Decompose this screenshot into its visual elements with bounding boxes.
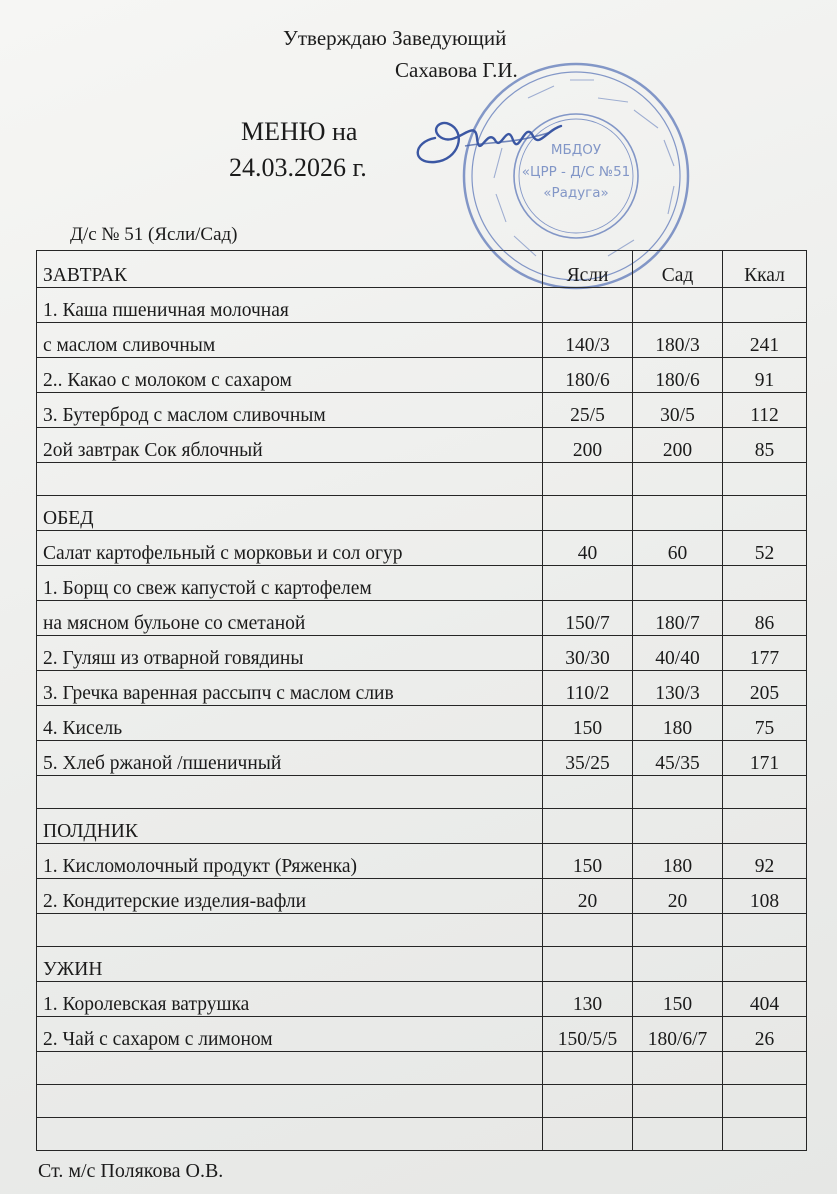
menu-item-row (37, 358, 807, 393)
section-header-row (37, 809, 807, 844)
kindergarten-portion (633, 1118, 723, 1151)
kindergarten-portion: 180/7 (633, 601, 723, 636)
nursery-portion: 150 (543, 706, 633, 741)
menu-item-row (37, 566, 807, 601)
kindergarten-portion: 180 (633, 844, 723, 879)
dish-name: 1. Кисломолочный продукт (Ряженка) (37, 844, 543, 879)
empty-cell (633, 809, 723, 844)
svg-text:«ЦРР - Д/С №51: «ЦРР - Д/С №51 (521, 164, 631, 180)
menu-item-row (37, 671, 807, 706)
institution-label: Д/с № 51 (Ясли/Сад) (70, 224, 238, 245)
dish-name: 3. Гречка варенная рассыпч с маслом слив (37, 671, 543, 706)
dish-name (37, 1052, 543, 1085)
kindergarten-portion: 180 (633, 706, 723, 741)
empty-cell (633, 496, 723, 531)
dish-name (37, 1118, 543, 1151)
menu-item-row (37, 636, 807, 671)
calories-value (723, 1052, 807, 1085)
nursery-portion (543, 1118, 633, 1151)
nursery-portion (543, 463, 633, 496)
nursery-portion: 150/7 (543, 601, 633, 636)
kindergarten-portion (633, 914, 723, 947)
kindergarten-portion: 200 (633, 428, 723, 463)
dish-name: 1. Королевская ватрушка (37, 982, 543, 1017)
menu-item-row (37, 288, 807, 323)
nursery-portion (543, 566, 633, 601)
empty-row (37, 1118, 807, 1151)
nursery-portion: 140/3 (543, 323, 633, 358)
dish-name: Салат картофельный с морковьи и сол огур (37, 531, 543, 566)
calories-value: 85 (723, 428, 807, 463)
calories-value: 205 (723, 671, 807, 706)
calories-value: 52 (723, 531, 807, 566)
nursery-portion (543, 914, 633, 947)
empty-cell (723, 809, 807, 844)
nursery-portion: 40 (543, 531, 633, 566)
kindergarten-portion: 180/6/7 (633, 1017, 723, 1052)
nursery-portion (543, 1085, 633, 1118)
section-header-row (37, 251, 807, 288)
kindergarten-portion: 40/40 (633, 636, 723, 671)
dish-name (37, 914, 543, 947)
menu-item-row (37, 741, 807, 776)
kindergarten-portion: 180/3 (633, 323, 723, 358)
calories-value: 86 (723, 601, 807, 636)
dish-name: 1. Борщ со свеж капустой с картофелем (37, 566, 543, 601)
menu-item-row (37, 706, 807, 741)
dish-name: 2ой завтрак Сок яблочный (37, 428, 543, 463)
kindergarten-portion (633, 288, 723, 323)
nursery-portion: 200 (543, 428, 633, 463)
empty-row (37, 1052, 807, 1085)
column-header: Ккал (723, 251, 807, 288)
calories-value: 241 (723, 323, 807, 358)
dish-name: 1. Каша пшеничная молочная (37, 288, 543, 323)
approval-title: Утверждаю Заведующий (283, 26, 507, 50)
menu-item-row (37, 428, 807, 463)
kindergarten-portion (633, 1085, 723, 1118)
approver-name: Сахавова Г.И. (395, 58, 518, 82)
dish-name (37, 463, 543, 496)
empty-row (37, 776, 807, 809)
column-header: Ясли (543, 251, 633, 288)
svg-text:«Радуга»: «Радуга» (543, 185, 609, 201)
kindergarten-portion: 130/3 (633, 671, 723, 706)
empty-cell (723, 496, 807, 531)
dish-name: с маслом сливочным (37, 323, 543, 358)
kindergarten-portion: 45/35 (633, 741, 723, 776)
kindergarten-portion (633, 566, 723, 601)
kindergarten-portion (633, 1052, 723, 1085)
dish-name (37, 1085, 543, 1118)
calories-value (723, 288, 807, 323)
calories-value: 112 (723, 393, 807, 428)
calories-value (723, 463, 807, 496)
dish-name (37, 776, 543, 809)
dish-name: 4. Кисель (37, 706, 543, 741)
handwritten-signature (405, 102, 565, 174)
calories-value: 404 (723, 982, 807, 1017)
page-title: МЕНЮ на (241, 117, 358, 146)
empty-row (37, 463, 807, 496)
nursery-portion (543, 776, 633, 809)
calories-value: 91 (723, 358, 807, 393)
kindergarten-portion: 30/5 (633, 393, 723, 428)
nursery-portion: 30/30 (543, 636, 633, 671)
section-title: ПОЛДНИК (37, 809, 543, 844)
menu-item-row (37, 601, 807, 636)
section-header-row (37, 947, 807, 982)
dish-name: на мясном бульоне со сметаной (37, 601, 543, 636)
dish-name: 2. Кондитерские изделия-вафли (37, 879, 543, 914)
menu-item-row (37, 1017, 807, 1052)
empty-cell (723, 947, 807, 982)
kindergarten-portion (633, 463, 723, 496)
calories-value (723, 566, 807, 601)
menu-item-row (37, 844, 807, 879)
empty-cell (543, 496, 633, 531)
kindergarten-portion (633, 776, 723, 809)
dish-name: 5. Хлеб ржаной /пшеничный (37, 741, 543, 776)
menu-item-row (37, 531, 807, 566)
dish-name: 2. Чай с сахаром с лимоном (37, 1017, 543, 1052)
nursery-portion: 110/2 (543, 671, 633, 706)
nursery-portion: 180/6 (543, 358, 633, 393)
svg-text:МБДОУ: МБДОУ (550, 142, 602, 158)
nursery-portion (543, 288, 633, 323)
menu-item-row (37, 982, 807, 1017)
calories-value (723, 1118, 807, 1151)
calories-value: 177 (723, 636, 807, 671)
empty-row (37, 1085, 807, 1118)
dish-name: 2. Гуляш из отварной говядины (37, 636, 543, 671)
nursery-portion: 20 (543, 879, 633, 914)
calories-value: 26 (723, 1017, 807, 1052)
kindergarten-portion: 20 (633, 879, 723, 914)
nursery-portion: 25/5 (543, 393, 633, 428)
dish-name: 3. Бутерброд с маслом сливочным (37, 393, 543, 428)
nurse-signature-line: Ст. м/с Полякова О.В. (38, 1160, 224, 1182)
empty-cell (633, 947, 723, 982)
calories-value: 108 (723, 879, 807, 914)
empty-row (37, 914, 807, 947)
menu-table (36, 250, 807, 1151)
column-header: Сад (633, 251, 723, 288)
section-title: ЗАВТРАК (37, 251, 543, 288)
nursery-portion: 150 (543, 844, 633, 879)
kindergarten-portion: 180/6 (633, 358, 723, 393)
section-header-row (37, 496, 807, 531)
calories-value: 171 (723, 741, 807, 776)
nursery-portion: 130 (543, 982, 633, 1017)
section-title: ОБЕД (37, 496, 543, 531)
menu-date: 24.03.2026 г. (229, 153, 367, 182)
section-title: УЖИН (37, 947, 543, 982)
empty-cell (543, 947, 633, 982)
menu-item-row (37, 323, 807, 358)
kindergarten-portion: 60 (633, 531, 723, 566)
nursery-portion: 35/25 (543, 741, 633, 776)
nursery-portion (543, 1052, 633, 1085)
calories-value (723, 776, 807, 809)
dish-name: 2.. Какао с молоком с сахаром (37, 358, 543, 393)
menu-item-row (37, 879, 807, 914)
calories-value: 75 (723, 706, 807, 741)
nursery-portion: 150/5/5 (543, 1017, 633, 1052)
calories-value (723, 914, 807, 947)
kindergarten-portion: 150 (633, 982, 723, 1017)
calories-value (723, 1085, 807, 1118)
calories-value: 92 (723, 844, 807, 879)
menu-item-row (37, 393, 807, 428)
empty-cell (543, 809, 633, 844)
